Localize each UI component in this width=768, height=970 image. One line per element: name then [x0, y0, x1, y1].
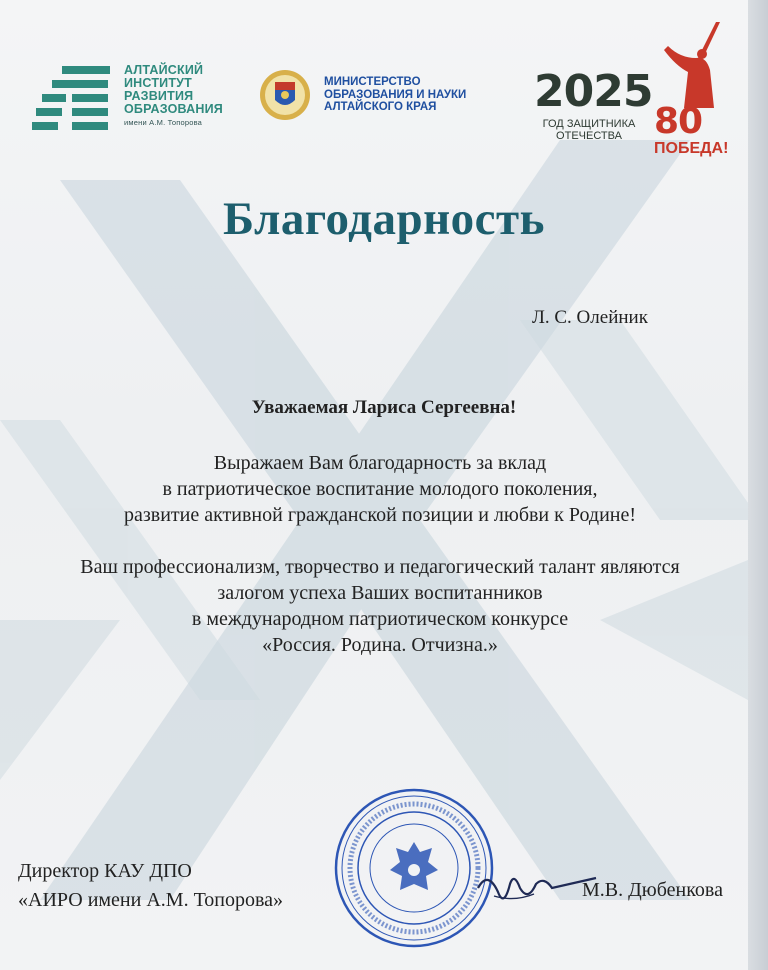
year-line2: ОТЕЧЕСТВА	[556, 130, 622, 142]
year-number: 2025	[534, 66, 653, 117]
signer-name: М.В. Дюбенкова	[582, 879, 723, 901]
airo-logo	[32, 60, 222, 140]
motherland-statue-icon	[658, 20, 738, 110]
airo-text	[124, 64, 223, 129]
signer-position	[18, 857, 283, 915]
airo-line2: ИНСТИТУТ	[124, 76, 192, 90]
airo-line1: АЛТАЙСКИЙ	[124, 63, 204, 77]
recipient-name: Л. С. Олейник	[532, 307, 648, 328]
paragraph-1-line: развитие активной гражданской позиции и любви к Родине!	[123, 504, 637, 526]
ministry-line2: ОБРАЗОВАНИЯ И НАУКИ	[324, 88, 467, 101]
paragraph-2-line: Ваш профессионализм, творчество и педагогический талант являются	[80, 556, 680, 578]
paragraph-1-line: Выражаем Вам благодарность за вклад	[213, 452, 547, 474]
paragraph-1-line: в патриотическое воспитание молодого поколения,	[162, 478, 598, 500]
airo-mark-icon	[32, 66, 112, 134]
ministry-text	[324, 76, 466, 114]
paragraph-2-line: залогом успеха Ваших воспитанников	[217, 582, 543, 604]
ministry-logo	[258, 68, 498, 124]
victory-number: 80	[654, 101, 703, 142]
ministry-line3: АЛТАЙСКОГО КРАЯ	[324, 101, 437, 113]
position-line1: Директор КАУ ДПО	[18, 860, 192, 882]
airo-line4: ОБРАЗОВАНИЯ	[124, 102, 223, 116]
paragraph-2-line: в международном патриотическом конкурсе	[191, 608, 569, 630]
position-line2: «АИРО имени А.М. Топорова»	[18, 889, 284, 911]
paragraph-1	[0, 450, 760, 528]
airo-line5: имени А.М. Топорова	[124, 118, 203, 127]
ministry-line1: МИНИСТЕРСТВО	[324, 76, 421, 88]
altai-emblem-icon	[258, 68, 312, 122]
official-seal-icon	[332, 786, 496, 950]
salutation: Уважаемая Лариса Сергеевна!	[251, 397, 517, 418]
year-line1: ГОД ЗАЩИТНИКА	[542, 118, 636, 130]
airo-line3: РАЗВИТИЯ	[124, 89, 194, 103]
year-logo	[534, 66, 653, 150]
victory-word: ПОБЕДА!	[654, 140, 729, 157]
paragraph-2-line: «Россия. Родина. Отчизна.»	[262, 634, 498, 656]
document-title: Благодарность	[223, 193, 545, 245]
paragraph-2	[0, 554, 760, 658]
victory-logo	[650, 20, 736, 160]
